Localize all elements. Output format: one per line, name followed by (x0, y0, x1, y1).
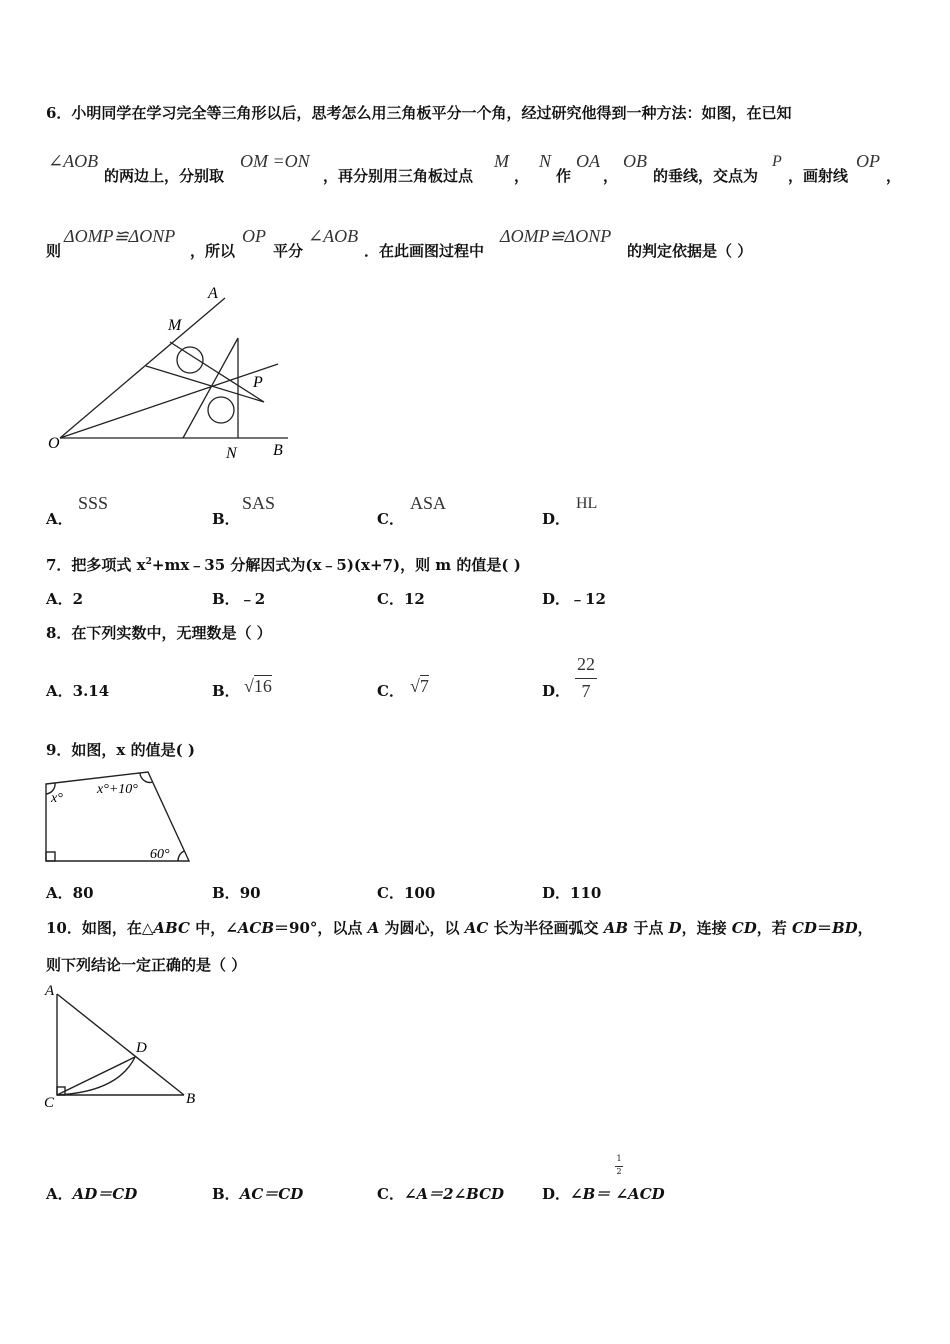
option-c-label[interactable]: C． (377, 682, 404, 700)
q10-stem-line2: 则下列结论一定正确的是（ ） (46, 956, 247, 974)
option-b-value: SAS (242, 493, 276, 513)
option-c[interactable]: C．12 (377, 590, 425, 608)
q10-figure (38, 980, 208, 1112)
option-a-value: SSS (78, 493, 109, 513)
option-a[interactable]: A．3.14 (46, 682, 110, 700)
fraction-numerator: 22 (577, 654, 595, 674)
option-d-label[interactable]: D． (542, 510, 571, 528)
q10-stem-line1: 10．如图，在△ABC 中，∠ACB＝90°，以点 A 为圆心，以 AC 长为半径画弧交 AB 于点 D，连接 CD，若 CD＝BD， (46, 919, 873, 937)
option-c[interactable]: C．100 (377, 884, 436, 902)
label-b: B (273, 442, 283, 459)
option-b-label[interactable]: B． (212, 510, 240, 528)
option-b[interactable]: B．﹣2 (212, 590, 266, 608)
q7-stem: 7．把多项式 $x^2+mx﹣35$ 分解因式为(x﹣5)(x+7)，则 m 的值是( ) (46, 556, 521, 574)
segment-cd (57, 1057, 135, 1095)
option-a-label[interactable]: A． (46, 510, 73, 528)
option-c[interactable]: C．∠A＝2∠BCD (377, 1185, 505, 1203)
label-m: M (168, 317, 182, 334)
option-c-label[interactable]: C． (377, 510, 404, 528)
option-b-label[interactable]: B． (212, 682, 240, 700)
label-x10: x°+10° (97, 782, 138, 797)
fraction-denominator: 7 (581, 681, 591, 701)
label-a: A (208, 285, 218, 302)
fraction-numerator: 1 (616, 1154, 622, 1163)
label-n: N (226, 445, 237, 462)
label-p: P (253, 374, 263, 391)
option-d-value: HL (576, 495, 598, 512)
q6-angle-aob: ∠AOB (48, 151, 99, 171)
fraction-bar (575, 678, 597, 679)
sqrt-7: √7 (410, 676, 429, 696)
q9-figure (40, 764, 200, 869)
right-angle-mark (46, 852, 55, 861)
option-a[interactable]: A．AD＝CD (46, 1185, 138, 1203)
label-d: D (136, 1040, 147, 1056)
ray-op (60, 364, 278, 438)
option-b[interactable]: B．90 (212, 884, 261, 902)
label-b: B (186, 1091, 196, 1107)
angle-arc-60 (178, 851, 184, 861)
triangle-hole (208, 397, 234, 423)
radical-icon: √ (244, 676, 254, 696)
option-d[interactable]: D．110 (542, 884, 602, 902)
option-d[interactable]: D．∠B＝ ∠ACD (542, 1185, 665, 1203)
q8-stem: 8．在下列实数中，无理数是（ ） (46, 624, 272, 642)
option-d-label[interactable]: D． (542, 682, 571, 700)
triangle-edge (146, 366, 264, 402)
label-c: C (44, 1095, 55, 1111)
fraction-denominator: 2 (616, 1167, 622, 1176)
option-a[interactable]: A．2 (46, 590, 84, 608)
segment-ab (57, 994, 184, 1095)
option-d[interactable]: D．﹣12 (542, 590, 606, 608)
option-b[interactable]: B．AC＝CD (212, 1185, 304, 1203)
label-60: 60° (150, 847, 170, 862)
label-o: O (48, 435, 60, 452)
sqrt-16: √16 (244, 676, 272, 696)
q6-figure (40, 280, 300, 470)
label-a: A (45, 983, 55, 999)
triangle-edge (183, 338, 238, 438)
option-c-value: ASA (410, 493, 447, 513)
q9-stem: 9．如图，x 的值是( ) (46, 741, 196, 759)
option-a[interactable]: A．80 (46, 884, 94, 902)
label-x: x° (51, 791, 63, 806)
q6-stem-line1: 6．小明同学在学习完全等三角形以后，思考怎么用三角板平分一个角，经过研究他得到一种方法：如图，在已知 (46, 104, 792, 122)
radical-icon: √ (410, 676, 420, 696)
